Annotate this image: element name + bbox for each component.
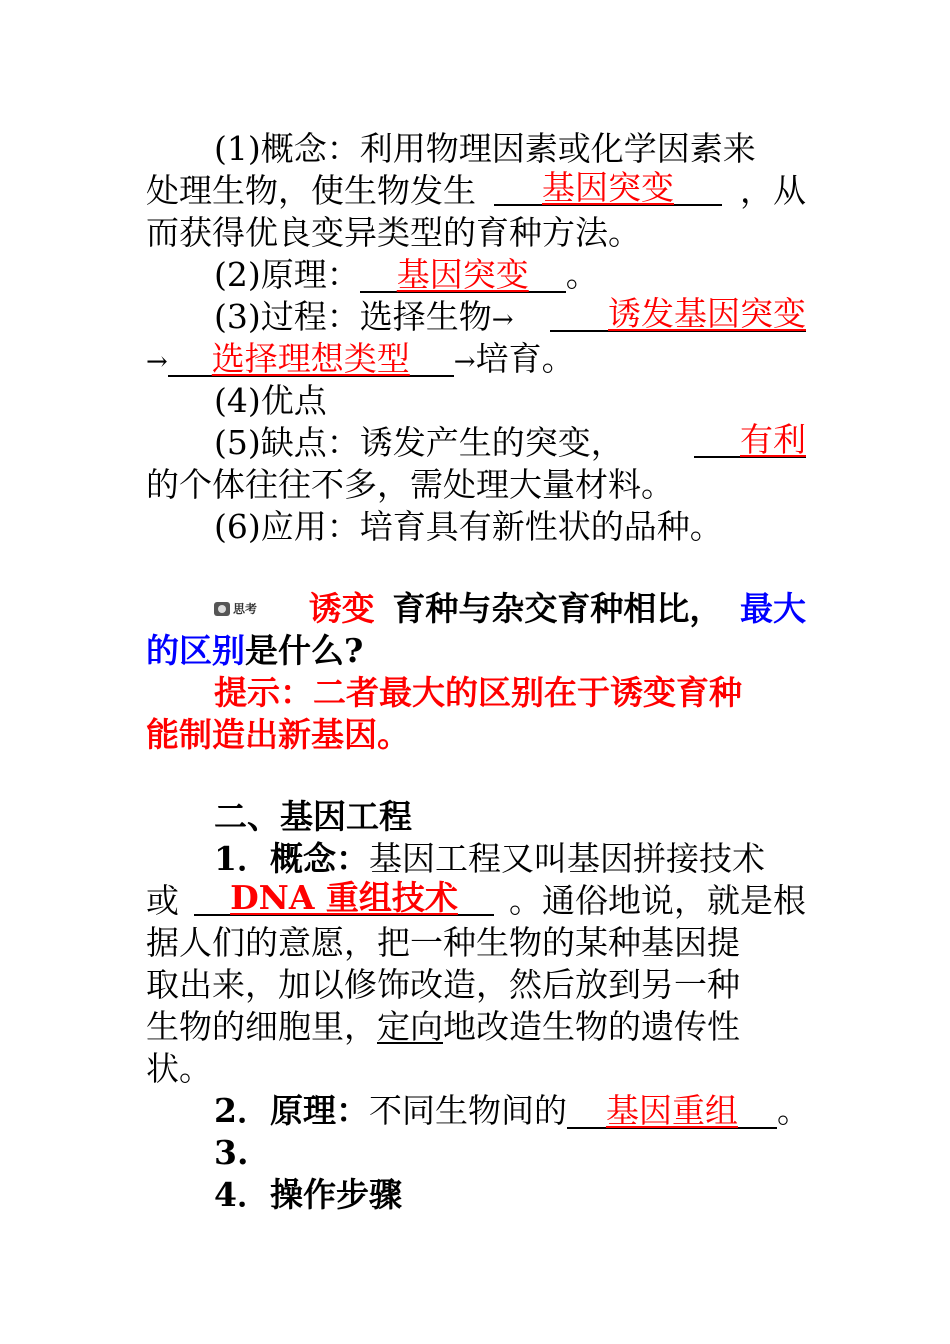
text: 1．概念： bbox=[214, 839, 369, 878]
text: 据人们的意愿，把一种生物的某种基因提 bbox=[146, 923, 740, 962]
text: 2．原理： bbox=[214, 1091, 369, 1130]
arrow-icon: → bbox=[453, 347, 476, 377]
arrow-icon: → bbox=[491, 305, 514, 335]
text: 的区别 bbox=[146, 631, 245, 670]
think-question-line-1 bbox=[146, 588, 806, 630]
answer-text: 有利 bbox=[740, 420, 806, 459]
text: 。 bbox=[776, 1091, 810, 1130]
arrow-icon: → bbox=[146, 347, 168, 377]
answer-blank bbox=[567, 1093, 777, 1129]
text: 或 bbox=[146, 881, 179, 920]
underlined-text: 定向 bbox=[377, 1007, 443, 1046]
answer-blank bbox=[360, 257, 566, 293]
ge-item-3 bbox=[146, 1132, 806, 1174]
disadvantage-line-1 bbox=[146, 422, 806, 464]
answer-text: DNA 重组技术 bbox=[230, 878, 458, 917]
concept-line-2 bbox=[146, 170, 806, 212]
concept-line-3 bbox=[146, 212, 806, 254]
disadvantage-line-2 bbox=[146, 464, 806, 506]
text: 育种与杂交育种相比， bbox=[392, 589, 723, 628]
text: 能制造出新基因。 bbox=[146, 715, 410, 754]
text: 处理生物，使生物发生 bbox=[146, 171, 476, 210]
concept-line-1 bbox=[146, 128, 806, 170]
advantage-line bbox=[146, 380, 806, 422]
answer-text: 基因突变 bbox=[542, 168, 674, 207]
text: (1)概念：利用物理因素或化学因素来 bbox=[214, 129, 756, 168]
answer-blank bbox=[194, 880, 494, 916]
text: (4)优点 bbox=[214, 381, 327, 420]
text: 最大 bbox=[739, 589, 806, 628]
hint-line-1 bbox=[146, 672, 806, 714]
text: 。通俗地说，就是根 bbox=[509, 881, 806, 920]
hint-line-2 bbox=[146, 714, 806, 756]
section-heading: 二、基因工程 bbox=[214, 797, 412, 836]
text: (5)缺点：诱发产生的突变， bbox=[214, 423, 624, 462]
think-icon bbox=[214, 602, 230, 616]
answer-blank bbox=[494, 170, 722, 206]
text: 提示：二者最大的区别在于诱变育种 bbox=[214, 673, 742, 712]
ge-concept-line-6 bbox=[146, 1048, 806, 1090]
ge-concept-line-1 bbox=[146, 838, 806, 880]
section-title bbox=[146, 796, 806, 838]
ge-concept-line-5 bbox=[146, 1006, 806, 1048]
answer-text: 基因突变 bbox=[396, 255, 529, 294]
text: 地改造生物的遗传性 bbox=[443, 1007, 740, 1046]
text: 而获得优良变异类型的育种方法。 bbox=[146, 213, 641, 252]
ge-principle-line bbox=[146, 1090, 810, 1132]
ge-concept-line-2 bbox=[146, 880, 806, 922]
answer-text: 基因重组 bbox=[605, 1091, 738, 1130]
document-page bbox=[146, 128, 810, 1216]
answer-blank bbox=[550, 296, 806, 332]
ge-item-4 bbox=[146, 1174, 806, 1216]
answer-blank bbox=[168, 341, 454, 377]
application-line bbox=[146, 506, 806, 548]
text: (3)过程：选择生物 bbox=[214, 297, 492, 336]
text: 4．操作步骤 bbox=[214, 1175, 402, 1214]
text: 的个体往往不多，需处理大量材料。 bbox=[146, 465, 674, 504]
text: 取出来，加以修饰改造，然后放到另一种 bbox=[146, 965, 740, 1004]
answer-blank bbox=[694, 422, 806, 458]
text: 不同生物间的 bbox=[368, 1091, 567, 1130]
text: ，从 bbox=[740, 171, 806, 210]
text: 诱变 bbox=[308, 589, 375, 628]
ge-concept-line-4 bbox=[146, 964, 806, 1006]
think-label: 思考 bbox=[233, 602, 258, 616]
process-line-2 bbox=[146, 338, 806, 380]
text: 。 bbox=[565, 255, 599, 294]
text: 3. bbox=[214, 1133, 249, 1172]
text: 基因工程又叫基因拼接技术 bbox=[368, 839, 765, 878]
ge-concept-line-3 bbox=[146, 922, 806, 964]
answer-text: 选择理想类型 bbox=[211, 339, 410, 378]
process-line-1 bbox=[146, 296, 806, 338]
text: 状。 bbox=[146, 1049, 212, 1088]
text: 生物的细胞里， bbox=[146, 1007, 377, 1046]
text: (2)原理： bbox=[214, 255, 360, 294]
think-question-line-2 bbox=[146, 630, 806, 672]
text: 是什么? bbox=[245, 631, 364, 670]
answer-text: 诱发基因突变 bbox=[608, 294, 806, 333]
principle-line bbox=[146, 254, 806, 296]
text: (6)应用：培育具有新性状的品种。 bbox=[214, 507, 723, 546]
think-badge bbox=[214, 588, 257, 630]
text: 培育。 bbox=[475, 339, 575, 378]
